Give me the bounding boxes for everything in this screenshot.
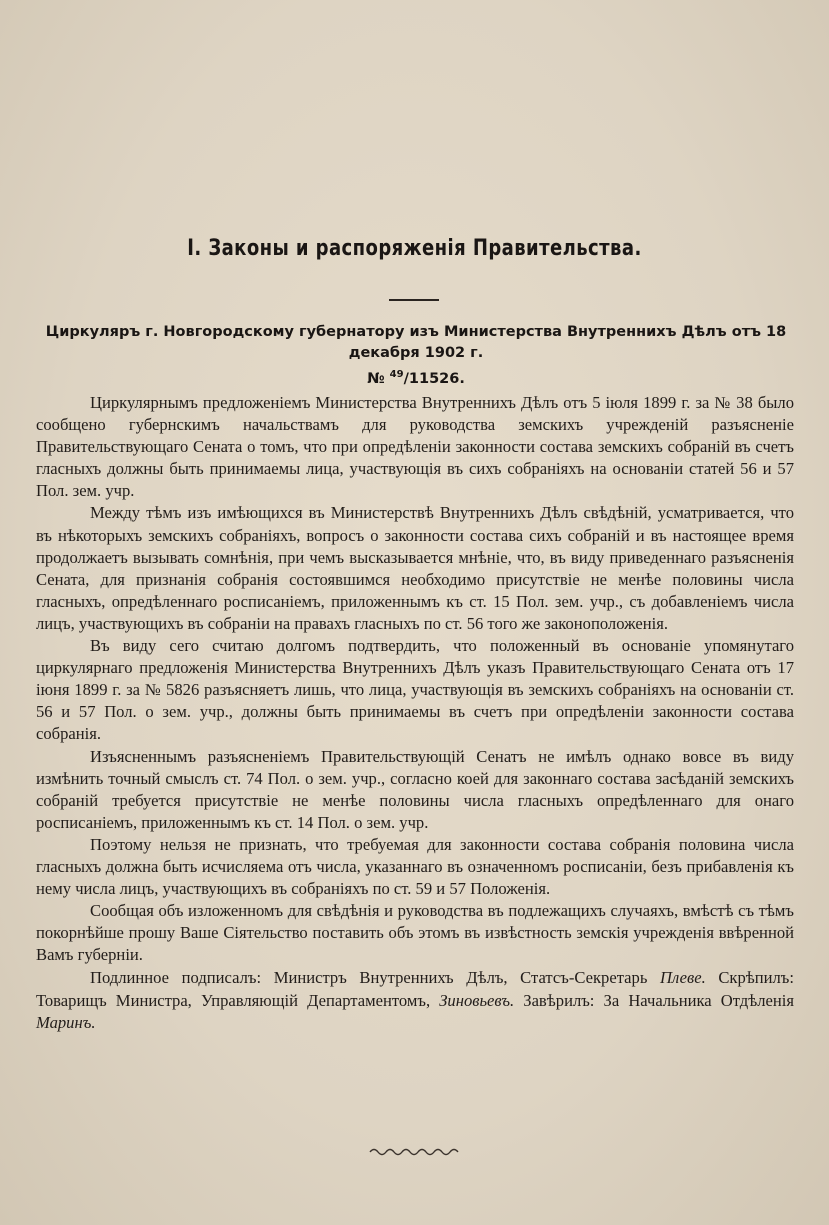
body-paragraph-4: Изъясненнымъ разъясненіемъ Правительствующій Сенатъ не имѣлъ однако вовсе въ виду измѣнить точный смыслъ ст. 74 Пол. о зем. учр., согласно коей для законнаго состава засѣданій земскихъ собраній требуется присутствіе не менѣе половины числа гласныхъ опредѣленнаго для онаго росписаніемъ, приложеннымъ къ ст. 14 Пол. о зем. учр.	[36, 746, 794, 832]
circular-body	[36, 392, 794, 1034]
show-through-text	[500, 78, 800, 94]
end-ornament	[368, 1146, 460, 1158]
body-paragraph-1: Циркулярнымъ предложеніемъ Министерства Внутреннихъ Дѣлъ отъ 5 іюля 1899 г. за № 38 было сообщено губернскимъ начальствамъ для руководства земскихъ учрежденій разъясненіе Правительствующаго Сената о томъ, что при опредѣленіи законности состава земскихъ собраній въ счетъ гласныхъ должны быть принимаемы лица, участвующія въ сихъ собраніяхъ на основаніи статей 56 и 57 Пол. зем. учр.	[36, 393, 794, 501]
body-paragraph-5: Поэтому нельзя не признать, что требуемая для законности состава собранія половина числа гласныхъ должна быть исчисляема отъ числа, указаннаго въ означенномъ росписаніи, безъ прибавленія къ нему числа лицъ, участвующихъ въ собраніяхъ по ст. 59 и 57 Положенія.	[36, 834, 794, 899]
circular-heading	[36, 322, 796, 390]
countersigned-prefix: Скрѣпилъ: Товарищъ Министра, Управляющій Департаментомъ,	[36, 968, 794, 1010]
signature-block	[36, 967, 794, 1033]
countersigned-name: Зиновьевъ.	[439, 990, 515, 1010]
circular-number-rest: /11526.	[403, 370, 465, 387]
body-paragraph-6: Сообщая объ изложенномъ для свѣдѣнія и руководства въ подлежащихъ случаяхъ, вмѣстѣ съ тѣмъ покорнѣйше прошу Ваше Сіятельство поставить объ этомъ въ извѣстность земскія учрежденія ввѣренной Вамъ губерніи.	[36, 901, 794, 965]
circular-number-prefix: №	[367, 370, 385, 387]
certified-name: Маринъ.	[36, 1012, 96, 1032]
circular-heading-line: Циркуляръ г. Новгородскому губернатору изъ Министерства Внутреннихъ Дѣлъ отъ 18 декабря 1902 г.	[45, 324, 787, 361]
circular-number	[36, 364, 796, 390]
body-paragraph-3: Въ виду сего считаю долгомъ подтвердить, что положенный въ основаніе упомянутаго циркулярнаго предложенія Министерства Внутреннихъ Дѣлъ указъ Правительствующаго Сената отъ 17 іюня 1899 г. за № 5826 разъясняетъ лишь, что лица, участвующія въ земскихъ собраніяхъ на основаніи ст. 56 и 57 Пол. о зем. учр., должны быть принимаемы въ счетъ при опредѣленіи законности состава собранія.	[36, 636, 794, 744]
title-divider	[389, 299, 439, 301]
circular-number-sup: 49	[389, 369, 404, 380]
signed-prefix: Подлинное подписалъ: Министръ Внутреннихъ Дѣлъ, Статсъ-Секретарь	[90, 968, 660, 988]
certified-prefix: Завѣрилъ: За Начальника Отдѣленія	[514, 990, 794, 1010]
body-paragraph-2: Между тѣмъ изъ имѣющихся въ Министерствѣ Внутреннихъ Дѣлъ свѣдѣній, усматривается, что въ нѣкоторыхъ земскихъ собраніяхъ, вопросъ о законности состава сихъ собраній и въ настоящее время продолжаетъ вызывать сомнѣнія, при чемъ высказывается мнѣніе, что, въ виду приведеннаго разъясненія Сената, для признанія собранія состоявшимся необходимо присутствіе не менѣе половины числа гласныхъ, опредѣленнаго росписаніемъ, приложеннымъ къ ст. 15 Пол. зем. учр., съ добавленіемъ числа лицъ, участвующихъ въ собраніи на правахъ гласныхъ по ст. 56 того же законоположенія.	[36, 503, 794, 633]
signed-name: Плеве.	[660, 968, 706, 988]
section-title: I. Законы и распоряженія Правительства.	[187, 236, 642, 261]
